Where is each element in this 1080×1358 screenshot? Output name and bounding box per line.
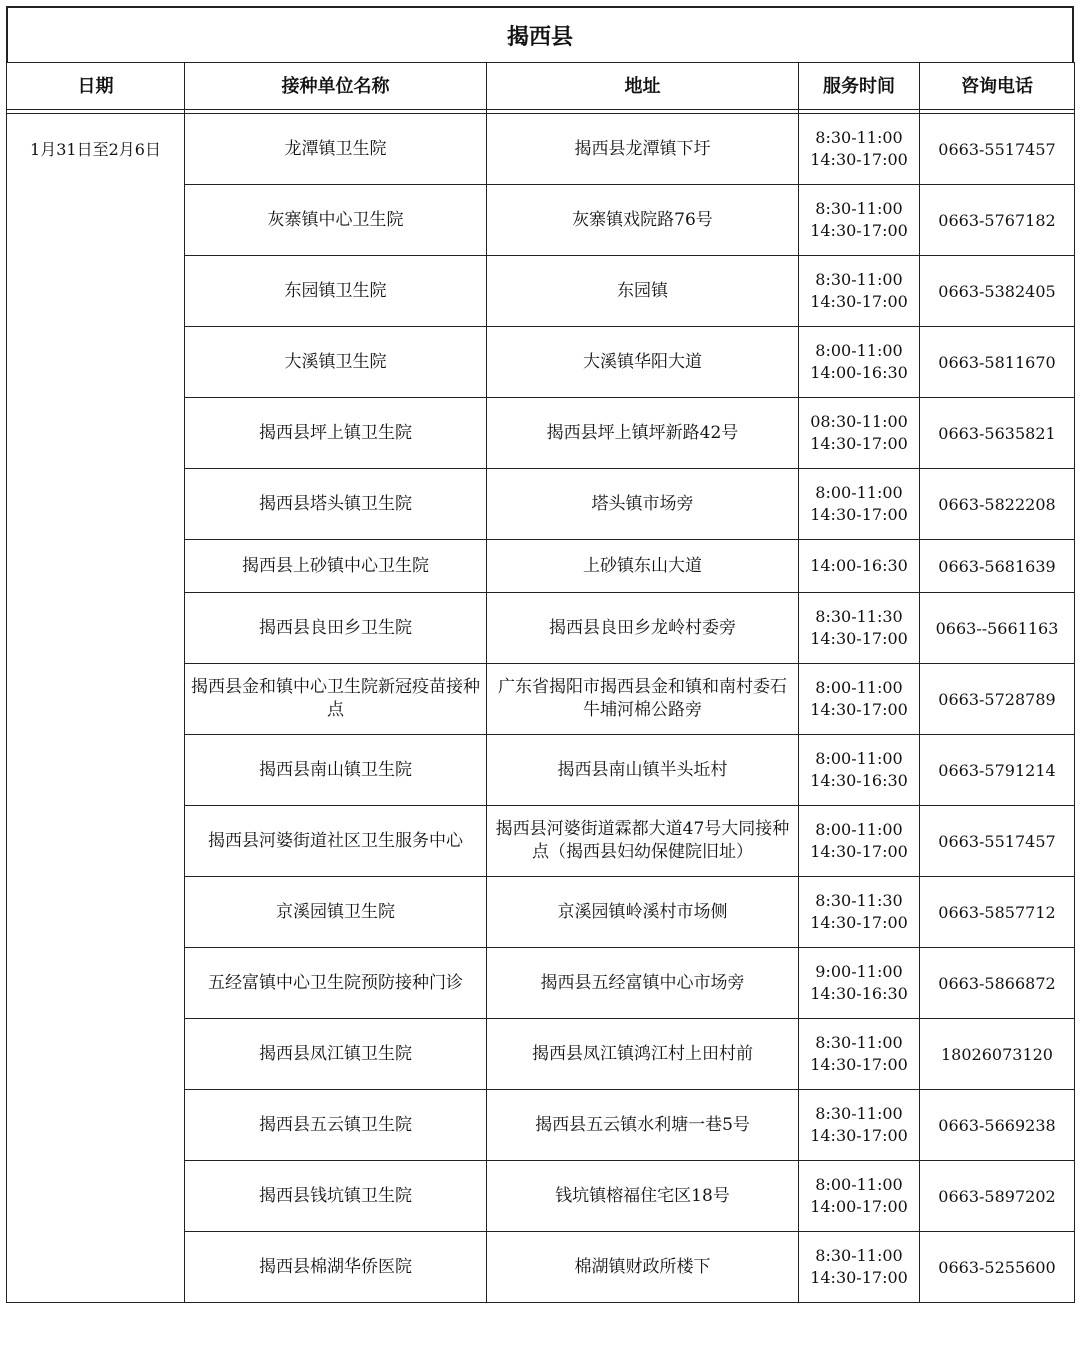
address-cell: 揭西县龙潭镇下圩 — [487, 114, 799, 185]
time-morning: 8:30-11:30 — [815, 607, 903, 626]
unit-cell: 东园镇卫生院 — [185, 256, 487, 327]
phone-cell: 0663-5857712 — [920, 877, 1075, 948]
time-afternoon: 14:30-17:00 — [810, 629, 908, 648]
time-afternoon: 14:30-17:00 — [810, 1055, 908, 1074]
phone-cell: 0663-5635821 — [920, 398, 1075, 469]
time-cell — [799, 1161, 920, 1232]
header-service-time: 服务时间 — [799, 63, 920, 110]
time-morning: 8:00-11:00 — [815, 678, 903, 697]
time-morning: 8:30-11:00 — [815, 199, 903, 218]
phone-cell: 0663-5767182 — [920, 185, 1075, 256]
unit-cell: 揭西县金和镇中心卫生院新冠疫苗接种点 — [185, 664, 487, 735]
table-row — [7, 114, 1075, 185]
unit-cell: 揭西县棉湖华侨医院 — [185, 1232, 487, 1303]
time-cell — [799, 1090, 920, 1161]
phone-cell: 0663-5897202 — [920, 1161, 1075, 1232]
unit-cell: 揭西县凤江镇卫生院 — [185, 1019, 487, 1090]
header-phone: 咨询电话 — [920, 63, 1075, 110]
phone-cell: 0663-5728789 — [920, 664, 1075, 735]
unit-cell: 揭西县河婆街道社区卫生服务中心 — [185, 806, 487, 877]
time-cell — [799, 806, 920, 877]
address-cell: 大溪镇华阳大道 — [487, 327, 799, 398]
time-morning: 8:00-11:00 — [815, 1175, 903, 1194]
header-address: 地址 — [487, 63, 799, 110]
time-cell — [799, 540, 920, 593]
unit-cell: 京溪园镇卫生院 — [185, 877, 487, 948]
time-cell — [799, 1019, 920, 1090]
time-morning: 8:30-11:00 — [815, 128, 903, 147]
time-afternoon: 14:30-17:00 — [810, 1268, 908, 1287]
phone-cell: 0663-5681639 — [920, 540, 1075, 593]
time-cell — [799, 256, 920, 327]
phone-cell: 0663-5669238 — [920, 1090, 1075, 1161]
unit-cell: 大溪镇卫生院 — [185, 327, 487, 398]
phone-cell: 0663-5382405 — [920, 256, 1075, 327]
phone-cell: 0663-5866872 — [920, 948, 1075, 1019]
unit-cell: 揭西县五云镇卫生院 — [185, 1090, 487, 1161]
unit-cell: 揭西县塔头镇卫生院 — [185, 469, 487, 540]
address-cell: 揭西县南山镇半头坵村 — [487, 735, 799, 806]
phone-cell: 0663--5661163 — [920, 593, 1075, 664]
address-cell: 东园镇 — [487, 256, 799, 327]
time-morning: 9:00-11:00 — [815, 962, 903, 981]
time-afternoon: 14:30-17:00 — [810, 434, 908, 453]
time-afternoon: 14:30-17:00 — [810, 700, 908, 719]
time-afternoon: 14:30-17:00 — [810, 221, 908, 240]
address-cell: 钱坑镇榕福住宅区18号 — [487, 1161, 799, 1232]
time-cell — [799, 185, 920, 256]
time-morning: 8:30-11:00 — [815, 1033, 903, 1052]
table-body — [7, 110, 1075, 1303]
time-afternoon: 14:30-17:00 — [810, 292, 908, 311]
table-title: 揭西县 — [6, 6, 1074, 62]
unit-cell: 揭西县南山镇卫生院 — [185, 735, 487, 806]
header-row — [7, 63, 1075, 110]
address-cell: 揭西县凤江镇鸿江村上田村前 — [487, 1019, 799, 1090]
header-date: 日期 — [7, 63, 185, 110]
time-cell — [799, 398, 920, 469]
address-cell: 棉湖镇财政所楼下 — [487, 1232, 799, 1303]
unit-cell: 揭西县上砂镇中心卫生院 — [185, 540, 487, 593]
vaccination-table — [6, 62, 1075, 1303]
time-cell — [799, 1232, 920, 1303]
time-morning: 8:30-11:00 — [815, 1246, 903, 1265]
time-cell — [799, 469, 920, 540]
time-cell — [799, 948, 920, 1019]
time-morning: 14:00-16:30 — [810, 556, 908, 575]
time-cell — [799, 877, 920, 948]
phone-cell: 0663-5517457 — [920, 114, 1075, 185]
time-cell — [799, 664, 920, 735]
time-cell — [799, 114, 920, 185]
time-afternoon: 14:00-16:30 — [810, 363, 908, 382]
time-afternoon: 14:30-17:00 — [810, 913, 908, 932]
header-unit: 接种单位名称 — [185, 63, 487, 110]
phone-cell: 0663-5517457 — [920, 806, 1075, 877]
address-cell: 灰寨镇戏院路76号 — [487, 185, 799, 256]
unit-cell: 龙潭镇卫生院 — [185, 114, 487, 185]
address-cell: 广东省揭阳市揭西县金和镇和南村委石牛埔河棉公路旁 — [487, 664, 799, 735]
address-cell: 上砂镇东山大道 — [487, 540, 799, 593]
unit-cell: 揭西县良田乡卫生院 — [185, 593, 487, 664]
time-cell — [799, 327, 920, 398]
address-cell: 京溪园镇岭溪村市场侧 — [487, 877, 799, 948]
unit-cell: 五经富镇中心卫生院预防接种门诊 — [185, 948, 487, 1019]
time-afternoon: 14:30-17:00 — [810, 150, 908, 169]
time-morning: 8:30-11:30 — [815, 891, 903, 910]
time-afternoon: 14:00-17:00 — [810, 1197, 908, 1216]
unit-cell: 揭西县钱坑镇卫生院 — [185, 1161, 487, 1232]
time-afternoon: 14:30-16:30 — [810, 771, 908, 790]
address-cell: 揭西县五云镇水利塘一巷5号 — [487, 1090, 799, 1161]
address-cell: 揭西县良田乡龙岭村委旁 — [487, 593, 799, 664]
unit-cell: 灰寨镇中心卫生院 — [185, 185, 487, 256]
address-cell: 揭西县坪上镇坪新路42号 — [487, 398, 799, 469]
address-cell: 揭西县河婆街道霖都大道47号大同接种点（揭西县妇幼保健院旧址） — [487, 806, 799, 877]
phone-cell: 0663-5811670 — [920, 327, 1075, 398]
time-afternoon: 14:30-16:30 — [810, 984, 908, 1003]
phone-cell: 0663-5822208 — [920, 469, 1075, 540]
address-cell: 塔头镇市场旁 — [487, 469, 799, 540]
time-cell — [799, 593, 920, 664]
date-cell: 1月31日至2月6日 — [7, 114, 185, 1303]
time-morning: 8:00-11:00 — [815, 820, 903, 839]
unit-cell: 揭西县坪上镇卫生院 — [185, 398, 487, 469]
address-cell: 揭西县五经富镇中心市场旁 — [487, 948, 799, 1019]
time-morning: 8:30-11:00 — [815, 1104, 903, 1123]
phone-cell: 18026073120 — [920, 1019, 1075, 1090]
time-morning: 8:00-11:00 — [815, 483, 903, 502]
time-morning: 8:30-11:00 — [815, 270, 903, 289]
time-afternoon: 14:30-17:00 — [810, 842, 908, 861]
time-morning: 8:00-11:00 — [815, 749, 903, 768]
time-cell — [799, 735, 920, 806]
phone-cell: 0663-5791214 — [920, 735, 1075, 806]
phone-cell: 0663-5255600 — [920, 1232, 1075, 1303]
schedule-sheet — [6, 6, 1074, 1303]
time-afternoon: 14:30-17:00 — [810, 1126, 908, 1145]
time-afternoon: 14:30-17:00 — [810, 505, 908, 524]
time-morning: 8:00-11:00 — [815, 341, 903, 360]
time-morning: 08:30-11:00 — [810, 412, 908, 431]
